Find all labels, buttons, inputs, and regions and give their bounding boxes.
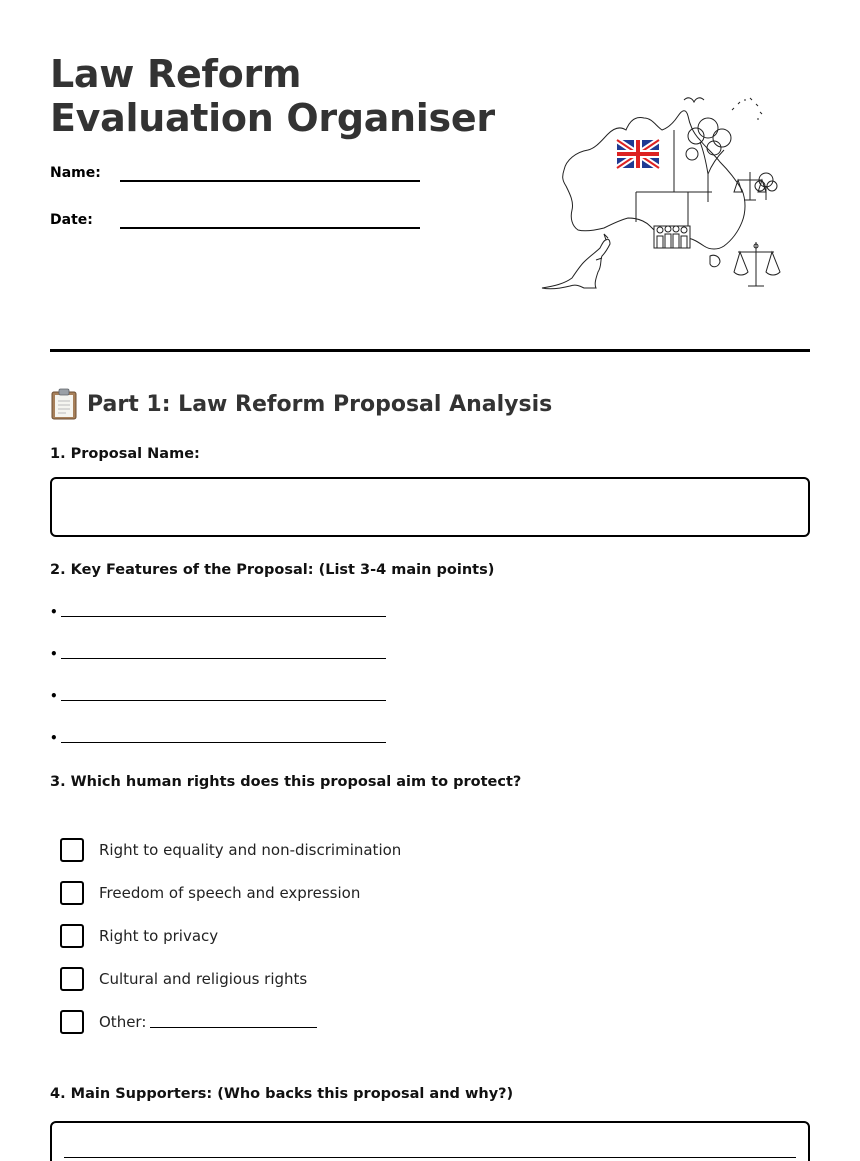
supporters-box[interactable]	[50, 1121, 810, 1161]
option-label: Right to equality and non-discrimination	[99, 841, 402, 859]
option-cultural[interactable]	[60, 967, 307, 991]
checkbox[interactable]	[60, 881, 84, 905]
option-other[interactable]	[60, 1010, 317, 1034]
name-row	[50, 165, 430, 189]
date-label: Date:	[50, 212, 93, 228]
question-proposal-name: 1. Proposal Name:	[50, 446, 200, 462]
bullet: •	[50, 605, 58, 619]
key-feature-line-3[interactable]	[50, 685, 390, 705]
page-title: Law Reform Evaluation Organiser	[50, 52, 495, 140]
kangaroo-icon	[542, 234, 610, 289]
option-label: Freedom of speech and expression	[99, 884, 361, 902]
name-field[interactable]	[120, 180, 420, 182]
part1-heading-text: Part 1: Law Reform Proposal Analysis	[87, 391, 553, 417]
option-label: Cultural and religious rights	[99, 970, 308, 988]
option-privacy[interactable]	[60, 924, 218, 948]
birds-icon	[684, 98, 762, 120]
australia-law-illustration	[536, 90, 786, 300]
question-human-rights: 3. Which human rights does this proposal aim to protect?	[50, 774, 522, 790]
option-label: Other:	[99, 1013, 147, 1031]
bullet-rule	[61, 616, 386, 617]
header-divider	[50, 349, 810, 352]
date-field[interactable]	[120, 227, 420, 229]
proposal-name-box[interactable]	[50, 477, 810, 537]
key-feature-line-4[interactable]	[50, 727, 390, 747]
option-label: Right to privacy	[99, 927, 219, 945]
option-speech[interactable]	[60, 881, 360, 905]
bullet: •	[50, 647, 58, 661]
question-key-features: 2. Key Features of the Proposal: (List 3-4 main points)	[50, 562, 495, 578]
scales-of-justice-icon	[734, 172, 766, 200]
union-jack-flag-icon	[617, 140, 659, 168]
key-feature-line-2[interactable]	[50, 643, 390, 663]
key-feature-line-1[interactable]	[50, 601, 390, 621]
clipboard-icon	[50, 388, 78, 420]
answer-line	[64, 1157, 796, 1158]
bullet-rule	[61, 742, 386, 743]
other-field[interactable]	[150, 1027, 317, 1028]
date-row	[50, 212, 430, 236]
people-group-icon	[654, 226, 690, 248]
checkbox[interactable]	[60, 1010, 84, 1034]
checkbox[interactable]	[60, 838, 84, 862]
bullet-rule	[61, 658, 386, 659]
part1-heading	[50, 388, 552, 420]
checkbox[interactable]	[60, 967, 84, 991]
bullet: •	[50, 731, 58, 745]
scales-of-justice-large-icon	[734, 242, 780, 286]
bullet-rule	[61, 700, 386, 701]
option-equality[interactable]	[60, 838, 401, 862]
question-supporters: 4. Main Supporters: (Who backs this proposal and why?)	[50, 1086, 514, 1102]
checkbox[interactable]	[60, 924, 84, 948]
name-label: Name:	[50, 165, 101, 181]
bullet: •	[50, 689, 58, 703]
